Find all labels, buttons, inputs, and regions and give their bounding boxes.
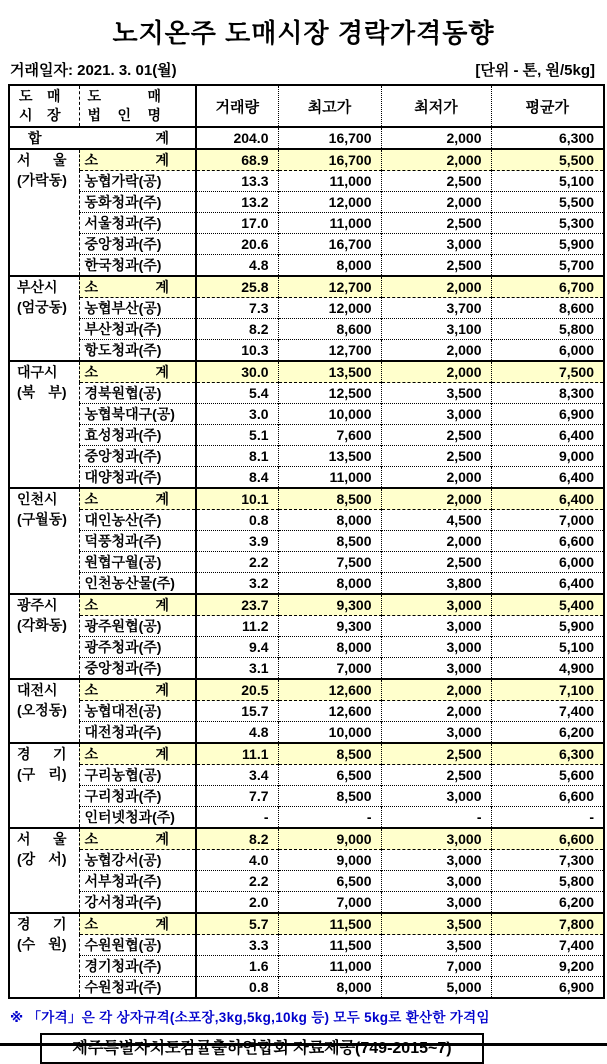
header-avg: 평균가 — [491, 85, 604, 127]
corporation-name: 인터넷청과(주) — [79, 807, 196, 829]
volume-value: 5.1 — [196, 425, 278, 446]
market-district: (수 원) — [17, 936, 67, 952]
low-value: 3,000 — [381, 658, 491, 680]
volume-value: 0.8 — [196, 510, 278, 531]
market-district: (각화동) — [17, 617, 67, 633]
low-value: 2,500 — [381, 765, 491, 786]
high-value: 13,500 — [278, 361, 381, 383]
volume-value: 1.6 — [196, 956, 278, 977]
price-table — [8, 84, 605, 999]
avg-value: 6,600 — [491, 786, 604, 807]
low-value: 7,000 — [381, 956, 491, 977]
corporation-name: 구리농협(공) — [79, 765, 196, 786]
low-value: 2,000 — [381, 276, 491, 298]
high-value: 8,000 — [278, 637, 381, 658]
avg-value: 6,300 — [491, 743, 604, 765]
header-market — [9, 85, 79, 127]
corporation-name: 덕풍청과(주) — [79, 531, 196, 552]
high-value: 8,500 — [278, 531, 381, 552]
market-cell — [9, 828, 79, 913]
volume-value: 17.0 — [196, 213, 278, 234]
high-value: 11,000 — [278, 213, 381, 234]
market-district: (강 서) — [17, 851, 67, 867]
market-name: 인천시 — [17, 491, 58, 507]
high-value: - — [278, 807, 381, 829]
low-value: 2,000 — [381, 340, 491, 362]
high-value: 9,300 — [278, 594, 381, 616]
corporation-name: 부산청과(주) — [79, 319, 196, 340]
subtotal-label: 소 계 — [79, 828, 196, 850]
avg-value: 8,600 — [491, 298, 604, 319]
corporation-name: 서부청과(주) — [79, 871, 196, 892]
low-value: 2,500 — [381, 446, 491, 467]
header-row — [9, 85, 604, 127]
avg-value: 8,300 — [491, 383, 604, 404]
high-value: 11,500 — [278, 935, 381, 956]
corporation-name: 효성청과(주) — [79, 425, 196, 446]
company-row — [9, 573, 604, 595]
high-value: 9,300 — [278, 616, 381, 637]
volume-value: 3.2 — [196, 573, 278, 595]
market-district: (오정동) — [17, 702, 67, 718]
avg-value: 6,400 — [491, 467, 604, 489]
corporation-name: 한국청과(주) — [79, 255, 196, 277]
low-value: 3,000 — [381, 786, 491, 807]
subtotal-label: 소 계 — [79, 361, 196, 383]
avg-value: 5,100 — [491, 637, 604, 658]
avg-value: 5,100 — [491, 171, 604, 192]
volume-value: 20.6 — [196, 234, 278, 255]
avg-value: 6,900 — [491, 404, 604, 425]
avg-value: 6,400 — [491, 488, 604, 510]
market-name: 경 기 — [17, 746, 67, 762]
market-cell — [9, 679, 79, 743]
high-value: 16,700 — [278, 149, 381, 171]
market-cell — [9, 361, 79, 488]
subtotal-row — [9, 361, 604, 383]
high-value: 8,000 — [278, 573, 381, 595]
high-value: 11,500 — [278, 913, 381, 935]
header-volume: 거래량 — [196, 85, 278, 127]
company-row — [9, 701, 604, 722]
company-row — [9, 171, 604, 192]
high-value: 12,000 — [278, 192, 381, 213]
corporation-name: 중앙청과(주) — [79, 446, 196, 467]
avg-value: 6,400 — [491, 573, 604, 595]
subtotal-row — [9, 594, 604, 616]
avg-value: 6,200 — [491, 722, 604, 744]
low-value: - — [381, 807, 491, 829]
high-value: 8,500 — [278, 488, 381, 510]
volume-value: 10.3 — [196, 340, 278, 362]
corporation-name: 중앙청과(주) — [79, 234, 196, 255]
header-corp-line2: 법 인 명 — [87, 107, 161, 123]
volume-value: 8.1 — [196, 446, 278, 467]
volume-value: 13.3 — [196, 171, 278, 192]
company-row — [9, 192, 604, 213]
low-value: 3,000 — [381, 892, 491, 914]
subtotal-label: 소 계 — [79, 594, 196, 616]
company-row — [9, 892, 604, 914]
high-value: 7,600 — [278, 425, 381, 446]
high-value: 12,700 — [278, 276, 381, 298]
high-value: 12,500 — [278, 383, 381, 404]
corporation-name: 경북원협(공) — [79, 383, 196, 404]
volume-value: 3.0 — [196, 404, 278, 425]
low-value: 2,500 — [381, 425, 491, 446]
market-cell — [9, 149, 79, 276]
price-table-body — [9, 127, 604, 998]
subtotal-row — [9, 276, 604, 298]
low-value: 2,000 — [381, 488, 491, 510]
avg-value: 5,800 — [491, 871, 604, 892]
volume-value: 3.1 — [196, 658, 278, 680]
avg-value: 6,200 — [491, 892, 604, 914]
low-value: 2,000 — [381, 531, 491, 552]
high-value: 8,500 — [278, 743, 381, 765]
corporation-name: 광주청과(주) — [79, 637, 196, 658]
market-district: (북 부) — [17, 384, 67, 400]
avg-value: 9,200 — [491, 956, 604, 977]
volume-value: 0.8 — [196, 977, 278, 999]
volume-value: 13.2 — [196, 192, 278, 213]
corporation-name: 수원청과(주) — [79, 977, 196, 999]
avg-value: 5,500 — [491, 192, 604, 213]
corporation-name: 동화청과(주) — [79, 192, 196, 213]
low-value: 3,000 — [381, 637, 491, 658]
company-row — [9, 956, 604, 977]
company-row — [9, 658, 604, 680]
avg-value: 5,700 — [491, 255, 604, 277]
low-value: 2,000 — [381, 361, 491, 383]
volume-value: 9.4 — [196, 637, 278, 658]
avg-value: 7,800 — [491, 913, 604, 935]
company-row — [9, 319, 604, 340]
volume-value: 8.2 — [196, 319, 278, 340]
low-value: 2,000 — [381, 149, 491, 171]
total-label: 합 계 — [9, 127, 196, 149]
subtotal-label: 소 계 — [79, 743, 196, 765]
avg-value: 5,800 — [491, 319, 604, 340]
avg-value: 6,900 — [491, 977, 604, 999]
high-value: 7,000 — [278, 892, 381, 914]
company-row — [9, 871, 604, 892]
volume-value: 7.3 — [196, 298, 278, 319]
company-row — [9, 765, 604, 786]
high-value: 8,000 — [278, 510, 381, 531]
corporation-name: 중앙청과(주) — [79, 658, 196, 680]
high-value: 8,500 — [278, 786, 381, 807]
company-row — [9, 786, 604, 807]
volume-value: - — [196, 807, 278, 829]
total-avg: 6,300 — [491, 127, 604, 149]
subtotal-label: 소 계 — [79, 149, 196, 171]
subtotal-row — [9, 828, 604, 850]
avg-value: 6,600 — [491, 531, 604, 552]
subtotal-row — [9, 488, 604, 510]
low-value: 2,000 — [381, 701, 491, 722]
avg-value: 7,300 — [491, 850, 604, 871]
low-value: 2,500 — [381, 552, 491, 573]
high-value: 9,000 — [278, 850, 381, 871]
high-value: 12,700 — [278, 340, 381, 362]
volume-value: 5.4 — [196, 383, 278, 404]
volume-value: 30.0 — [196, 361, 278, 383]
volume-value: 2.0 — [196, 892, 278, 914]
high-value: 6,500 — [278, 765, 381, 786]
avg-value: 4,900 — [491, 658, 604, 680]
corporation-name: 인천농산물(주) — [79, 573, 196, 595]
company-row — [9, 425, 604, 446]
subtotal-row — [9, 913, 604, 935]
high-value: 11,000 — [278, 467, 381, 489]
subtotal-label: 소 계 — [79, 488, 196, 510]
high-value: 9,000 — [278, 828, 381, 850]
corporation-name: 수원원협(공) — [79, 935, 196, 956]
bottom-rule — [0, 1043, 607, 1046]
price-note: ※ 「가격」은 각 상자규격(소포장,3kg,5kg,10kg 등) 모두 5kg로 환산한 가격임 — [10, 1010, 490, 1025]
high-value: 11,000 — [278, 171, 381, 192]
volume-value: 3.3 — [196, 935, 278, 956]
avg-value: 7,400 — [491, 935, 604, 956]
high-value: 11,000 — [278, 956, 381, 977]
high-value: 6,500 — [278, 871, 381, 892]
volume-value: 3.9 — [196, 531, 278, 552]
subtotal-label: 소 계 — [79, 276, 196, 298]
market-cell — [9, 594, 79, 679]
avg-value: 7,100 — [491, 679, 604, 701]
low-value: 2,000 — [381, 679, 491, 701]
volume-value: 8.4 — [196, 467, 278, 489]
low-value: 3,500 — [381, 913, 491, 935]
avg-value: 7,400 — [491, 701, 604, 722]
low-value: 2,000 — [381, 467, 491, 489]
company-row — [9, 213, 604, 234]
high-value: 7,000 — [278, 658, 381, 680]
volume-value: 2.2 — [196, 552, 278, 573]
corporation-name: 대전청과(주) — [79, 722, 196, 744]
source-box — [40, 1033, 484, 1064]
market-district: (엄궁동) — [17, 299, 67, 315]
volume-value: 20.5 — [196, 679, 278, 701]
total-low: 2,000 — [381, 127, 491, 149]
low-value: 3,500 — [381, 935, 491, 956]
high-value: 10,000 — [278, 404, 381, 425]
total-high: 16,700 — [278, 127, 381, 149]
company-row — [9, 510, 604, 531]
high-value: 13,500 — [278, 446, 381, 467]
company-row — [9, 531, 604, 552]
company-row — [9, 637, 604, 658]
source-text: 제주특별자치도감귤출하연합회 자료제공(749-2015~7) — [72, 1040, 452, 1057]
company-row — [9, 722, 604, 744]
market-name: 서 울 — [17, 831, 67, 847]
low-value: 3,000 — [381, 722, 491, 744]
market-cell — [9, 276, 79, 361]
avg-value: 6,000 — [491, 340, 604, 362]
total-row — [9, 127, 604, 149]
company-row — [9, 977, 604, 999]
volume-value: 4.8 — [196, 255, 278, 277]
volume-value: 15.7 — [196, 701, 278, 722]
corporation-name: 대인농산(주) — [79, 510, 196, 531]
volume-value: 23.7 — [196, 594, 278, 616]
high-value: 8,000 — [278, 255, 381, 277]
high-value: 12,600 — [278, 701, 381, 722]
avg-value: - — [491, 807, 604, 829]
subtotal-label: 소 계 — [79, 679, 196, 701]
market-cell — [9, 488, 79, 594]
high-value: 8,000 — [278, 977, 381, 999]
corporation-name: 강서청과(주) — [79, 892, 196, 914]
company-row — [9, 935, 604, 956]
volume-value: 25.8 — [196, 276, 278, 298]
total-volume: 204.0 — [196, 127, 278, 149]
market-name: 대구시 — [17, 364, 58, 380]
low-value: 3,000 — [381, 828, 491, 850]
trade-date-label: 거래일자: 2021. 3. 01(월) — [10, 62, 177, 79]
market-name: 대전시 — [17, 682, 58, 698]
company-row — [9, 234, 604, 255]
low-value: 3,000 — [381, 404, 491, 425]
low-value: 5,000 — [381, 977, 491, 999]
header-low: 최저가 — [381, 85, 491, 127]
volume-value: 4.0 — [196, 850, 278, 871]
avg-value: 5,900 — [491, 616, 604, 637]
header-market-line2: 시 장 — [19, 107, 61, 123]
avg-value: 5,600 — [491, 765, 604, 786]
corporation-name: 농협가락(공) — [79, 171, 196, 192]
low-value: 3,800 — [381, 573, 491, 595]
low-value: 3,700 — [381, 298, 491, 319]
market-cell — [9, 743, 79, 828]
company-row — [9, 383, 604, 404]
subtotal-row — [9, 679, 604, 701]
low-value: 4,500 — [381, 510, 491, 531]
avg-value: 5,300 — [491, 213, 604, 234]
avg-value: 5,900 — [491, 234, 604, 255]
low-value: 3,000 — [381, 850, 491, 871]
corporation-name: 농협부산(공) — [79, 298, 196, 319]
header-market-line1: 도 매 — [19, 88, 61, 104]
corporation-name: 대양청과(주) — [79, 467, 196, 489]
company-row — [9, 404, 604, 425]
corporation-name: 원협구월(공) — [79, 552, 196, 573]
subtotal-row — [9, 743, 604, 765]
market-name: 경 기 — [17, 916, 67, 932]
low-value: 2,500 — [381, 255, 491, 277]
report-page — [0, 13, 607, 1057]
volume-value: 2.2 — [196, 871, 278, 892]
corporation-name: 서울청과(주) — [79, 213, 196, 234]
high-value: 7,500 — [278, 552, 381, 573]
volume-value: 11.1 — [196, 743, 278, 765]
low-value: 3,000 — [381, 594, 491, 616]
avg-value: 6,000 — [491, 552, 604, 573]
company-row — [9, 446, 604, 467]
avg-value: 7,000 — [491, 510, 604, 531]
low-value: 2,000 — [381, 192, 491, 213]
company-row — [9, 340, 604, 362]
header-high: 최고가 — [278, 85, 381, 127]
low-value: 3,000 — [381, 871, 491, 892]
page-title: 노지온주 도매시장 경락가격동향 — [112, 18, 495, 48]
corporation-name: 농협대전(공) — [79, 701, 196, 722]
company-row — [9, 552, 604, 573]
company-row — [9, 807, 604, 829]
market-district: (구 리) — [17, 766, 67, 782]
volume-value: 8.2 — [196, 828, 278, 850]
volume-value: 5.7 — [196, 913, 278, 935]
header-corp — [79, 85, 196, 127]
high-value: 10,000 — [278, 722, 381, 744]
corporation-name: 농협강서(공) — [79, 850, 196, 871]
subtotal-row — [9, 149, 604, 171]
market-name: 부산시 — [17, 279, 58, 295]
low-value: 2,500 — [381, 213, 491, 234]
company-row — [9, 850, 604, 871]
avg-value: 5,500 — [491, 149, 604, 171]
high-value: 16,700 — [278, 234, 381, 255]
corporation-name: 경기청과(주) — [79, 956, 196, 977]
market-cell — [9, 913, 79, 998]
high-value: 8,600 — [278, 319, 381, 340]
avg-value: 6,400 — [491, 425, 604, 446]
volume-value: 10.1 — [196, 488, 278, 510]
high-value: 12,600 — [278, 679, 381, 701]
corporation-name: 구리청과(주) — [79, 786, 196, 807]
volume-value: 7.7 — [196, 786, 278, 807]
high-value: 12,000 — [278, 298, 381, 319]
price-table-header — [9, 85, 604, 127]
market-name: 서 울 — [17, 152, 67, 168]
corporation-name: 항도청과(주) — [79, 340, 196, 362]
company-row — [9, 298, 604, 319]
volume-value: 68.9 — [196, 149, 278, 171]
low-value: 3,000 — [381, 234, 491, 255]
market-district: (가락동) — [17, 172, 67, 188]
volume-value: 11.2 — [196, 616, 278, 637]
subtotal-label: 소 계 — [79, 913, 196, 935]
corporation-name: 광주원협(공) — [79, 616, 196, 637]
avg-value: 6,600 — [491, 828, 604, 850]
low-value: 3,100 — [381, 319, 491, 340]
avg-value: 7,500 — [491, 361, 604, 383]
low-value: 3,500 — [381, 383, 491, 404]
low-value: 2,500 — [381, 171, 491, 192]
market-district: (구월동) — [17, 511, 67, 527]
low-value: 3,000 — [381, 616, 491, 637]
avg-value: 5,400 — [491, 594, 604, 616]
info-line — [0, 59, 607, 80]
header-corp-line1: 도 매 — [87, 88, 161, 104]
unit-label: [단위 - 톤, 원/5kg] — [475, 62, 595, 79]
company-row — [9, 616, 604, 637]
avg-value: 6,700 — [491, 276, 604, 298]
company-row — [9, 467, 604, 489]
corporation-name: 농협북대구(공) — [79, 404, 196, 425]
volume-value: 4.8 — [196, 722, 278, 744]
avg-value: 9,000 — [491, 446, 604, 467]
company-row — [9, 255, 604, 277]
volume-value: 3.4 — [196, 765, 278, 786]
low-value: 2,500 — [381, 743, 491, 765]
market-name: 광주시 — [17, 597, 58, 613]
